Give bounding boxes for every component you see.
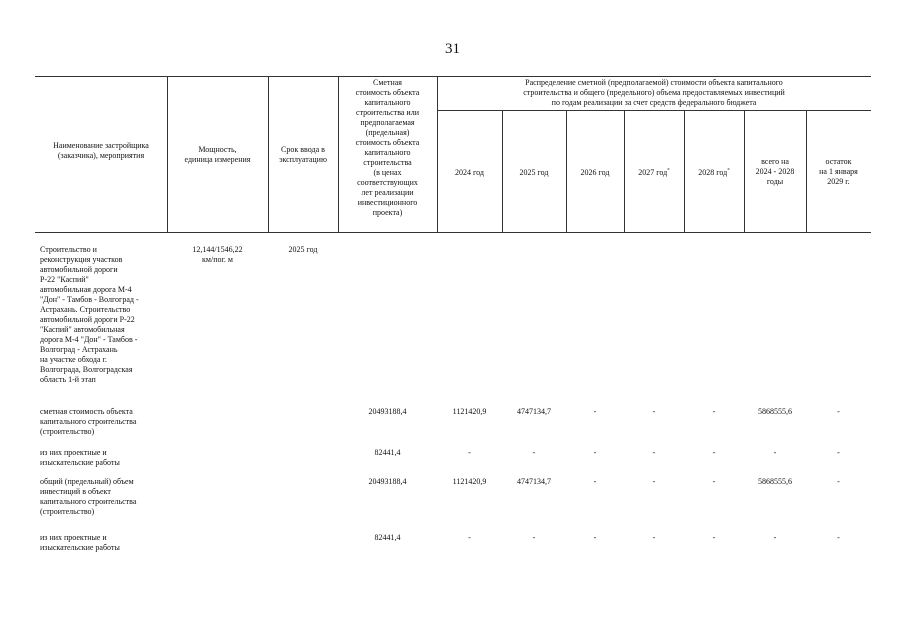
row-value-total: 5868555,6 (758, 407, 792, 416)
row-value-2026: - (593, 448, 597, 457)
row-cost: 20493188,4 (368, 477, 407, 486)
row-label: сметная стоимость объекта капитального строительства (строительство) (40, 407, 137, 436)
row-label: из них проектные и изыскательские работы (40, 448, 120, 467)
row-value-2027: - (652, 477, 656, 486)
page-number: 31 (445, 41, 460, 57)
row-value-2025: - (532, 533, 536, 542)
row-value-2027: - (652, 533, 656, 542)
row-value-2025: 4747134,7 (517, 407, 551, 416)
header-term: Срок ввода в эксплуатацию (279, 145, 327, 164)
row-value-2026: - (593, 477, 597, 486)
header-year-2027: 2027 год* (638, 168, 670, 177)
header-year-2028: 2028 год* (698, 168, 730, 177)
header-year-2024: 2024 год (455, 168, 484, 177)
header-remainder: остаток на 1 января 2029 г. (819, 157, 858, 186)
row-value-2025: - (532, 448, 536, 457)
row-value-remainder: - (837, 448, 840, 457)
header-bottom-border (35, 232, 871, 233)
row-value-2028: - (712, 407, 716, 416)
row-value-2025: 4747134,7 (517, 477, 551, 486)
row-value-total: - (773, 533, 777, 542)
object-name: Строительство и реконструкция участков автомобильной дороги Р-22 "Каспий" автомобильная дорога М-4 "Дон" - Тамбов - Волгоград - Астрахань. Строительство автомобильной дороги Р-22 "Каспий" автомобильная дорога М-4 "Дон" - Тамбов - Волгоград - Астрахань на участке обхода г. Волгограда, Волгоградская область 1-й этап (40, 245, 139, 384)
row-value-2027: - (652, 407, 656, 416)
header-year-2026: 2026 год (580, 168, 610, 177)
header-year-2025: 2025 год (519, 168, 549, 177)
object-capacity: 12,144/1546,22 км/пог. м (192, 245, 243, 264)
table-top-border (35, 76, 871, 77)
row-value-remainder: - (837, 477, 840, 486)
row-label: из них проектные и изыскательские работы (40, 533, 120, 552)
row-cost: 82441,4 (374, 533, 401, 542)
row-value-2024: 1121420,9 (452, 407, 487, 416)
row-value-2024: 1121420,9 (452, 477, 487, 486)
row-value-remainder: - (837, 533, 840, 542)
row-label: общий (предельный) объем инвестиций в объект капитального строительства (строительство) (40, 477, 137, 516)
row-value-2024: - (468, 533, 471, 542)
row-value-total: - (773, 448, 777, 457)
row-cost: 82441,4 (374, 448, 401, 457)
header-name: Наименование застройщика (заказчика), мероприятия (53, 141, 149, 160)
row-value-2028: - (712, 448, 716, 457)
header-distribution: Распределение сметной (предполагаемой) стоимости объекта капитального строительства и общего (предельного) объема предоставляемых инвестиций по годам реализации за счет средств федерального бюджета (523, 78, 785, 107)
header-capacity: Мощность, единица измерения (184, 145, 251, 164)
row-value-2027: - (652, 448, 656, 457)
header-cost: Сметная стоимость объекта капитального строительства или предполагаемая (предельная) стоимость объекта капитального строительства (в ценах соответствующих лет реализации инвестиционного проекта) (355, 78, 420, 217)
row-value-remainder: - (837, 407, 840, 416)
row-value-2024: - (468, 448, 471, 457)
row-value-2026: - (593, 407, 597, 416)
row-cost: 20493188,4 (368, 407, 407, 416)
row-value-2026: - (593, 533, 597, 542)
row-value-total: 5868555,6 (758, 477, 792, 486)
header-total: всего на 2024 - 2028 годы (755, 157, 795, 186)
row-value-2028: - (712, 477, 716, 486)
object-term: 2025 год (288, 245, 318, 254)
row-value-2028: - (712, 533, 716, 542)
